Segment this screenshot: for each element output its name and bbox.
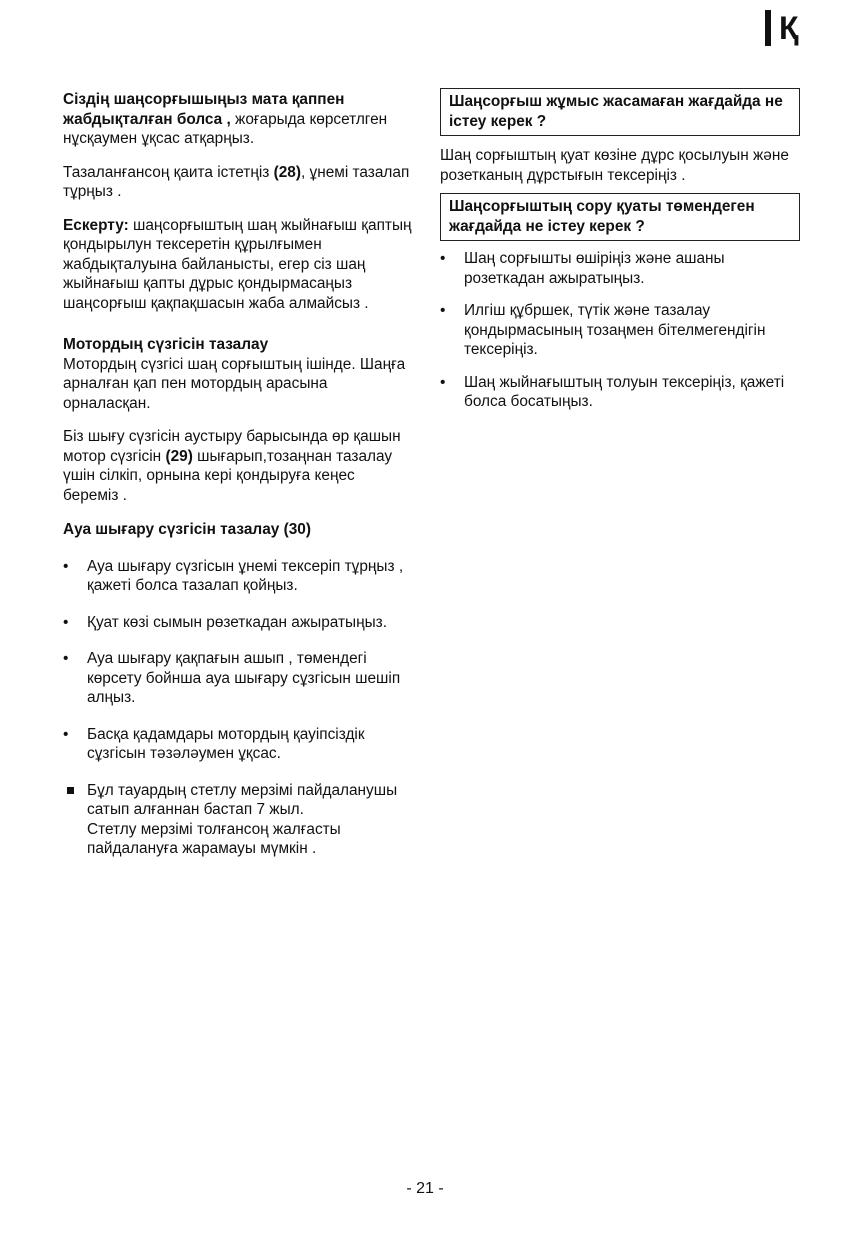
list-item: • Шаң сорғышты өшіріңіз және ашаны розеткадан ажыратыңыз. [440,249,800,288]
exhaust-filter-heading: Ауа шығару сүзгісін тазалау (30) [63,521,311,538]
service-life-warning: Стетлу мерзімі толғансоң жалғасты пайдалануға жарамауы мүмкін . [87,820,341,857]
reuse-ref-number: (28) [273,163,301,181]
low-suction-heading-box: Шаңсорғыштың сору қуаты төмендеген жағдайда не істеу керек ? [440,193,800,241]
exhaust-steps-list [63,557,413,764]
list-item: • Илгіш құбршек, түтік және тазалау қондырмасының тозаңмен бітелмегендігін тексеріңіз. [440,301,800,360]
motor-advice-ref-number: (29) [165,447,193,465]
left-column [63,90,413,859]
language-marker-bar [765,10,771,46]
note-text: шаңсорғыштың шаң жыйнағыш қаптың қондырылун тексеретін құрылғымен жабдықталуына байланысты, егер сіз шаң жыйнағыш қапты дұрыс қондырмасаңыз шаңсорғыш қақпақшасын жаба алмайсыз . [63,216,412,312]
service-life-text: Бұл тауардың стетлу мерзімі пайдаланушы сатып алғаннан бастап 7 жыл. [87,781,398,818]
list-item: • Ауа шығару сүзгісын ұнемі тексеріп тұрңыз , қажеті болса тазалап қойңыз. [63,557,413,596]
list-item: • Ауа шығару қақпағын ашып , төмендегі көрсету бойнша ауа шығару сұзгісын шешіп алңыз. [63,649,413,708]
page-number: - 21 - [406,1180,444,1197]
not-working-heading-box: Шаңсорғыш жұмыс жасамаған жағдайда не істеу керек ? [440,88,800,136]
motor-filter-location: Мотордың сүзгісі шаң сорғыштың ішінде. Шаңға арналған қап пен мотордың арасына орналасқан. [63,355,406,412]
low-suction-steps-list [440,249,800,412]
reuse-text-b: , ұнемі тазалап тұрңыз . [63,163,410,200]
fabric-bag-text: жоғарыда көрсетлген нұсқаумен ұқсас атқарңыз. [63,110,388,147]
reuse-paragraph [63,163,413,202]
list-item: • Шаң жыйнағыштың толуын тексеріңіз, қажеті болса босатыңыз. [440,373,800,412]
list-item: • Қуат көзі сымын рөзеткадан ажыратыңыз. [63,613,413,633]
motor-advice-text-a: Біз шығу сүзгісін аустыру барысында өр қашын мотор сүзгісін [63,428,401,465]
power-check-paragraph: Шаң сорғыштың қуат көзіне дұрс қосылуын және розетканың дұрстығын тексеріңіз . [440,147,789,184]
service-life-item [63,781,413,859]
list-item: • Басқа қадамдары мотордың қауіпсіздік сұзгісын тәзәләумен ұқсас. [63,725,413,764]
service-life-list [63,781,413,859]
note-paragraph [63,216,413,314]
note-label: Ескерту: [63,216,129,234]
motor-advice-text-b: шығарып,тозаңнан тазалау үшін сілкіп, орнына кері қондыруға кеңес береміз . [63,447,393,504]
reuse-text-a: Тазаланғансоң қаита істетңіз [63,163,274,181]
fabric-bag-bold: Сіздің шаңсорғышыңыз мата қаппен жабдықталған болса , [63,91,345,128]
language-letter: Қ [779,10,799,46]
right-column [440,88,800,412]
motor-filter-heading: Мотордың сүзгісін тазалау [63,336,269,353]
motor-filter-advice [63,427,413,505]
fabric-bag-paragraph [63,90,413,149]
